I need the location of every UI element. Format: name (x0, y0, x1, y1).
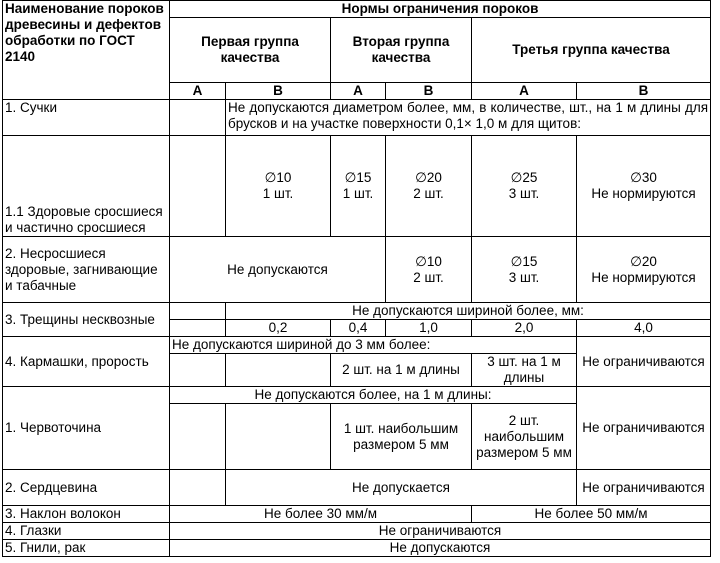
pockets-group3-a: 2 шт. на 1 м длины (331, 354, 472, 387)
empty-cell (170, 354, 226, 387)
healthy-knots-name: 1.1 Здоровые сросшиеся и частично сросшиеся (3, 136, 170, 237)
empty-cell (170, 404, 226, 470)
knots-note: Не допускаются диаметром более, мм, в количестве, шт., на 1 м длины для брусков и на участке поверхности 0,1× 1,0 м для щитов: (226, 100, 711, 136)
wormholes-note: Не допускаются более, на 1 м длины: (170, 387, 577, 404)
healthy-knots-group2-a: ∅15 1 шт. (331, 136, 386, 237)
empty-cell (170, 470, 226, 506)
header-group-3: Третья группа качества (472, 18, 711, 83)
healthy-knots-group3-a: ∅20 2 шт. (386, 136, 472, 237)
pockets-note: Не допускаются шириной до 3 мм более: (170, 337, 577, 354)
wormholes-all: Не ограничиваются (577, 387, 711, 470)
cracks-name: 3. Трещины несквозные (3, 303, 170, 337)
rot-name: 5. Гнили, рак (3, 540, 170, 557)
empty-cell (226, 404, 331, 470)
pith-name: 2. Сердцевина (3, 470, 170, 506)
slope-name: 3. Наклон волокон (3, 506, 170, 523)
unhealthy-knots-group3-b: ∅15 3 шт. (472, 237, 577, 303)
healthy-knots-group1-b: ∅10 1 шт. (226, 136, 331, 237)
healthy-knots-all: ∅30 Не нормируются (577, 136, 711, 237)
empty-cell (170, 100, 226, 136)
header-norms: Нормы ограничения пороков (170, 1, 711, 18)
header-sub-a: А (331, 83, 386, 100)
slope-groups-3b-all: Не более 50 мм/м (472, 506, 711, 523)
header-group-1: Первая группа качества (170, 18, 331, 83)
defects-norms-table (2, 0, 711, 557)
eyes-value: Не ограничиваются (170, 523, 711, 540)
cracks-value: 4,0 (577, 320, 711, 337)
header-sub-a: А (170, 83, 226, 100)
cracks-value: 0,2 (226, 320, 331, 337)
header-defect-name: Наименование пороков древесины и дефектов обработки по ГОСТ 2140 (3, 1, 170, 100)
knots-name: 1. Сучки (3, 100, 170, 136)
empty-cell (170, 320, 226, 337)
healthy-knots-group3-b: ∅25 3 шт. (472, 136, 577, 237)
unhealthy-knots-not-allowed: Не допускаются (170, 237, 386, 303)
header-sub-b: В (386, 83, 472, 100)
cracks-value: 2,0 (472, 320, 577, 337)
empty-cell (226, 354, 331, 387)
empty-cell (170, 303, 226, 320)
cracks-note: Не допускаются шириной более, мм: (226, 303, 711, 320)
cracks-value: 1,0 (386, 320, 472, 337)
cracks-value: 0,4 (331, 320, 386, 337)
pockets-name: 4. Кармашки, прорость (3, 337, 170, 387)
pith-all: Не ограничиваются (577, 470, 711, 506)
pockets-all: Не ограничиваются (577, 337, 711, 387)
unhealthy-knots-group3-a: ∅10 2 шт. (386, 237, 472, 303)
unhealthy-knots-all: ∅20 Не нормируются (577, 237, 711, 303)
header-group-2: Вторая группа качества (331, 18, 472, 83)
wormholes-group3-a: 1 шт. наибольшим размером 5 мм (331, 404, 472, 470)
eyes-name: 4. Глазки (3, 523, 170, 540)
pith-not-allowed: Не допускается (226, 470, 577, 506)
wormholes-group3-b: 2 шт. наибольшим размером 5 мм (472, 404, 577, 470)
header-sub-b: В (577, 83, 711, 100)
empty-cell (170, 136, 226, 237)
unhealthy-knots-name: 2. Несросшиеся здоровые, загнивающие и табачные (3, 237, 170, 303)
slope-groups-1-3a: Не более 30 мм/м (170, 506, 472, 523)
wormholes-name: 1. Червоточина (3, 387, 170, 470)
rot-value: Не допускаются (170, 540, 711, 557)
pockets-group3-b: 3 шт. на 1 м длины (472, 354, 577, 387)
header-sub-b: В (226, 83, 331, 100)
header-sub-a: А (472, 83, 577, 100)
